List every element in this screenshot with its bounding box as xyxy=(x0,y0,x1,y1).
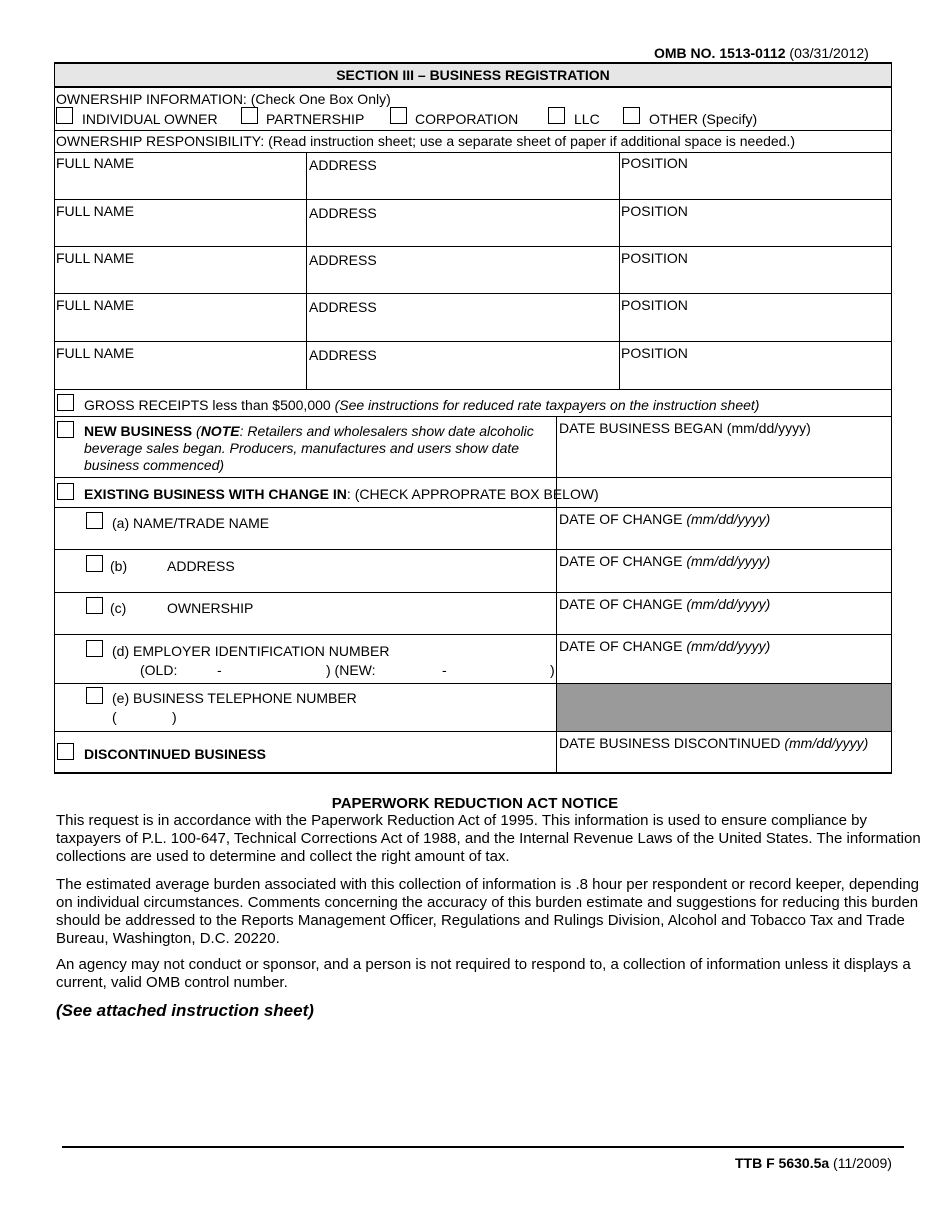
see-attached: (See attached instruction sheet) xyxy=(56,1001,314,1020)
new-business-label: NEW BUSINESS xyxy=(84,423,193,439)
ein-new-label: ) (NEW: xyxy=(326,662,376,678)
change-d-checkbox[interactable] xyxy=(86,640,103,657)
discontinued-label: DISCONTINUED BUSINESS xyxy=(84,746,267,762)
date-of-change-format: (mm/dd/yyyy) xyxy=(686,596,771,612)
new-business-line2: beverage sales began. Producers, manufactures and users show date xyxy=(84,440,520,456)
date-of-change-label: DATE OF CHANGE xyxy=(559,511,683,527)
change-b-label: ADDRESS xyxy=(167,558,235,574)
ein-new-dash: - xyxy=(442,662,447,678)
date-of-change-label: DATE OF CHANGE xyxy=(559,638,683,654)
gross-receipts-row xyxy=(84,397,759,413)
date-business-began-label: DATE BUSINESS BEGAN (mm/dd/yyyy) xyxy=(559,420,811,436)
ownership-responsibility: OWNERSHIP RESPONSIBILITY: (Read instruction sheet; use a separate sheet of paper if additional space is needed.) xyxy=(56,133,796,149)
gross-receipts-checkbox[interactable] xyxy=(57,394,74,411)
date-of-change-label: DATE OF CHANGE xyxy=(559,553,683,569)
omb-date: (03/31/2012) xyxy=(789,45,869,61)
notice-paragraph-3: An agency may not conduct or sponsor, and a person is not required to respond to, a collection of information unless it displays a current, valid OMB control number. xyxy=(56,956,911,991)
position-label-3: POSITION xyxy=(621,250,688,266)
change-c-label: OWNERSHIP xyxy=(167,600,254,616)
date-of-change-c xyxy=(559,596,770,612)
llc-checkbox[interactable] xyxy=(548,107,565,124)
shaded-area xyxy=(557,684,891,731)
partnership-label: PARTNERSHIP xyxy=(266,111,365,127)
date-discontinued-format: (mm/dd/yyyy) xyxy=(784,735,869,751)
section-title: SECTION III – BUSINESS REGISTRATION xyxy=(336,67,610,83)
date-of-change-format: (mm/dd/yyyy) xyxy=(686,511,771,527)
date-of-change-a xyxy=(559,511,770,527)
full-name-label-4: FULL NAME xyxy=(56,297,135,313)
form-date: (11/2009) xyxy=(833,1155,892,1171)
position-label-1: POSITION xyxy=(621,155,688,171)
existing-business-label: EXISTING BUSINESS WITH CHANGE IN xyxy=(84,486,347,502)
change-a-checkbox[interactable] xyxy=(86,512,103,529)
date-discontinued-label: DATE BUSINESS DISCONTINUED xyxy=(559,735,781,751)
existing-business-row xyxy=(84,486,599,502)
individual-owner-checkbox[interactable] xyxy=(56,107,73,124)
address-label-2: ADDRESS xyxy=(309,205,377,221)
ein-old-dash: - xyxy=(217,662,222,678)
individual-owner-label: INDIVIDUAL OWNER xyxy=(82,111,218,127)
new-business-note-rest: : Retailers and wholesalers show date alcoholic xyxy=(239,423,534,439)
change-c-letter: (c) xyxy=(110,600,127,616)
new-business-note-word: NOTE xyxy=(200,423,240,439)
date-of-change-d xyxy=(559,638,770,654)
notice-title: PAPERWORK REDUCTION ACT NOTICE xyxy=(331,795,619,812)
gross-receipts-label: GROSS RECEIPTS less than $500,000 xyxy=(84,397,331,413)
new-business-checkbox[interactable] xyxy=(57,421,74,438)
change-b-checkbox[interactable] xyxy=(86,555,103,572)
discontinued-checkbox[interactable] xyxy=(57,743,74,760)
date-of-change-label: DATE OF CHANGE xyxy=(559,596,683,612)
date-of-change-format: (mm/dd/yyyy) xyxy=(686,553,771,569)
full-name-label-2: FULL NAME xyxy=(56,203,135,219)
date-of-change-format: (mm/dd/yyyy) xyxy=(686,638,771,654)
other-checkbox[interactable] xyxy=(623,107,640,124)
new-business-line1 xyxy=(84,423,534,439)
address-label-1: ADDRESS xyxy=(309,157,377,173)
phone-open-paren: ( xyxy=(112,709,117,725)
partnership-checkbox[interactable] xyxy=(241,107,258,124)
ein-old-label: (OLD: xyxy=(140,662,178,678)
footer xyxy=(735,1155,892,1171)
position-label-4: POSITION xyxy=(621,297,688,313)
change-e-checkbox[interactable] xyxy=(86,687,103,704)
date-discontinued xyxy=(559,735,868,751)
address-label-4: ADDRESS xyxy=(309,299,377,315)
notice-paragraph-1: This request is in accordance with the Paperwork Reduction Act of 1995. This information is used to ensure compliance by taxpayers of P.L. 100-647, Technical Corrections Act of 1988, and the Internal Revenue Laws of the United States. The information collections are used to determine and collect the right amount of tax. xyxy=(56,812,921,865)
form-number: TTB F 5630.5a xyxy=(735,1155,830,1171)
date-of-change-b xyxy=(559,553,770,569)
address-label-5: ADDRESS xyxy=(309,347,377,363)
notice-paragraph-2: The estimated average burden associated with this collection of information is .8 hour per respondent or record keeper, depending on individual circumstances. Comments concerning the accuracy of this burden estimate and suggestions for reducing this burden should be addressed to the Reports Management Officer, Regulations and Rulings Division, Alcohol and Tobacco Tax and Trade Bureau, Washington, D.C. 20220. xyxy=(56,876,920,947)
change-d-label: (d) EMPLOYER IDENTIFICATION NUMBER xyxy=(112,643,390,659)
new-business-paren: ( xyxy=(196,423,201,439)
other-label: OTHER (Specify) xyxy=(649,111,758,127)
llc-label: LLC xyxy=(574,111,600,127)
full-name-label-5: FULL NAME xyxy=(56,345,135,361)
ein-close-paren: ) xyxy=(550,662,555,678)
address-label-3: ADDRESS xyxy=(309,252,377,268)
position-label-2: POSITION xyxy=(621,203,688,219)
change-c-checkbox[interactable] xyxy=(86,597,103,614)
footer-rule xyxy=(62,1146,904,1148)
existing-business-rest: : (CHECK APPROPRATE BOX BELOW) xyxy=(346,486,599,502)
new-business-line3: business commenced) xyxy=(84,457,225,473)
ownership-info-label: OWNERSHIP INFORMATION: (Check One Box Only) xyxy=(56,91,391,107)
full-name-label-1: FULL NAME xyxy=(56,155,135,171)
omb-number: OMB NO. 1513-0112 xyxy=(654,45,786,61)
change-a-label: (a) NAME/TRADE NAME xyxy=(112,515,270,531)
section-title-bar xyxy=(54,62,892,88)
gross-receipts-note: (See instructions for reduced rate taxpayers on the instruction sheet) xyxy=(334,397,760,413)
corporation-label: CORPORATION xyxy=(415,111,519,127)
full-name-label-3: FULL NAME xyxy=(56,250,135,266)
change-b-letter: (b) xyxy=(110,558,128,574)
change-e-label: (e) BUSINESS TELEPHONE NUMBER xyxy=(112,690,357,706)
omb-header xyxy=(654,45,869,61)
corporation-checkbox[interactable] xyxy=(390,107,407,124)
phone-close-paren: ) xyxy=(172,709,177,725)
position-label-5: POSITION xyxy=(621,345,688,361)
existing-business-checkbox[interactable] xyxy=(57,483,74,500)
